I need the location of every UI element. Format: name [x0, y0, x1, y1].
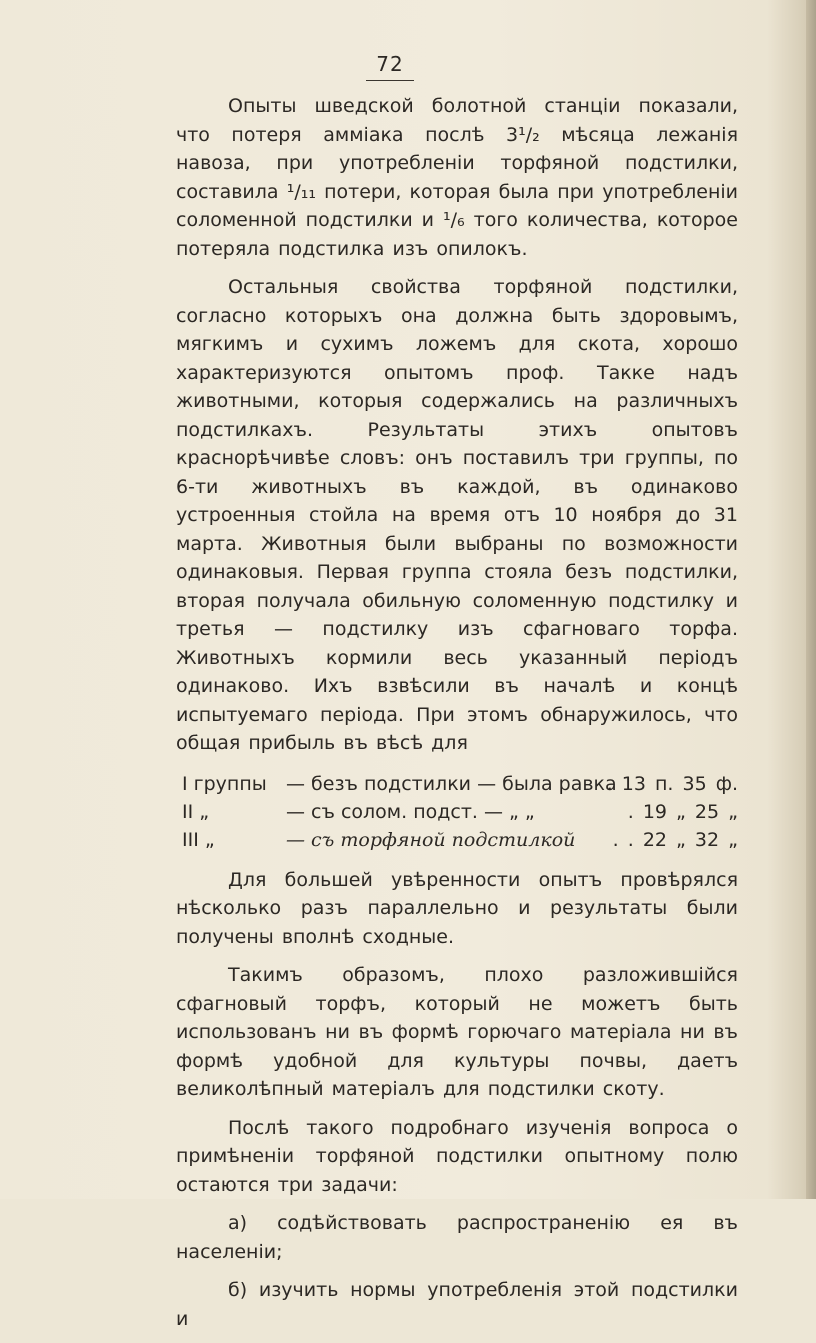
page-edge-shadow — [806, 0, 816, 1199]
group-label: III „ — [182, 828, 215, 851]
paragraph-conclusion: Такимъ образомъ, плохо разложившійся сфагновый торфъ, который не можетъ быть использованъ ни въ формѣ горючаго матеріала ни въ формѣ удобной для культуры почвы, даетъ великолѣпный матеріалъ для подстилки скоту. — [176, 964, 738, 1100]
bedding-description: — безъ подстилки — была равка — [286, 772, 617, 795]
bedding-description: — съ торфяной подстилкой — [286, 828, 576, 851]
bedding-description: — съ солом. подст. — „ „ — [286, 800, 535, 823]
list-item-task-a: а) содѣйствовать распространенію ея въ населеніи; — [176, 1212, 738, 1263]
paragraph-tasks-intro: Послѣ такого подробнаго изученія вопроса о примѣненіи торфяной подстилки опытному полю остаются три задачи: — [176, 1116, 738, 1196]
weight-gain-value: . 19 „ 25 „ — [627, 800, 738, 823]
page-number: 72 — [376, 52, 404, 76]
group-label: II „ — [182, 800, 210, 823]
table-row — [176, 798, 738, 826]
weight-gain-table — [176, 770, 738, 854]
paragraph-takke-experiment: Остальныя свойства торфяной подстилки, согласно которыхъ она должна быть здоровымъ, мягкимъ и сухимъ ложемъ для скота, хорошо характеризуются опытомъ проф. Такке надъ животными, которыя содержались на различныхъ подстилкахъ. Результаты этихъ опытовъ краснорѣчивѣе словъ: онъ поставилъ три группы, по 6-ти животныхъ въ каждой, въ одинаково устроенныя стойла на время отъ 10 ноября до 31 марта. Животныя были выбраны по возможности одинаковыя. Первая группа стояла безъ подстилки, вторая получала обильную соломенную подстилку и третья — подстилку изъ сфагноваго торфа. Животныхъ кормили весь указанный періодъ одинаково. Ихъ взвѣсили въ началѣ и концѣ испытуемаго періода. При этомъ обнаружилось, что общая прибыль въ вѣсѣ для — [176, 276, 738, 754]
paragraph-verification: Для большей увѣренности опытъ провѣрялся нѣсколько разъ параллельно и результаты были получены вполнѣ сходные. — [176, 868, 738, 948]
weight-gain-value: . . 22 „ 32 „ — [612, 828, 738, 851]
page-body — [176, 92, 738, 1343]
table-row — [176, 826, 738, 854]
weight-gain-value: . 13 п. 35 ф. — [606, 772, 738, 795]
list-item-task-b: б) изучить нормы употребленія этой подстилки и — [176, 1279, 738, 1330]
group-label: I группы — [182, 772, 267, 795]
paragraph-ammonia-loss: Опыты шведской болотной станціи показали, что потеря амміака послѣ 3¹/₂ мѣсяца лежанія навоза, при употребленіи торфяной подстилки, составила ¹/₁₁ потери, которая была при употребленіи соломенной подстилки и ¹/₆ того количества, которое потеряла подстилка изъ опилокъ. — [176, 95, 738, 260]
table-row — [176, 770, 738, 798]
page-number-rule — [366, 80, 414, 81]
